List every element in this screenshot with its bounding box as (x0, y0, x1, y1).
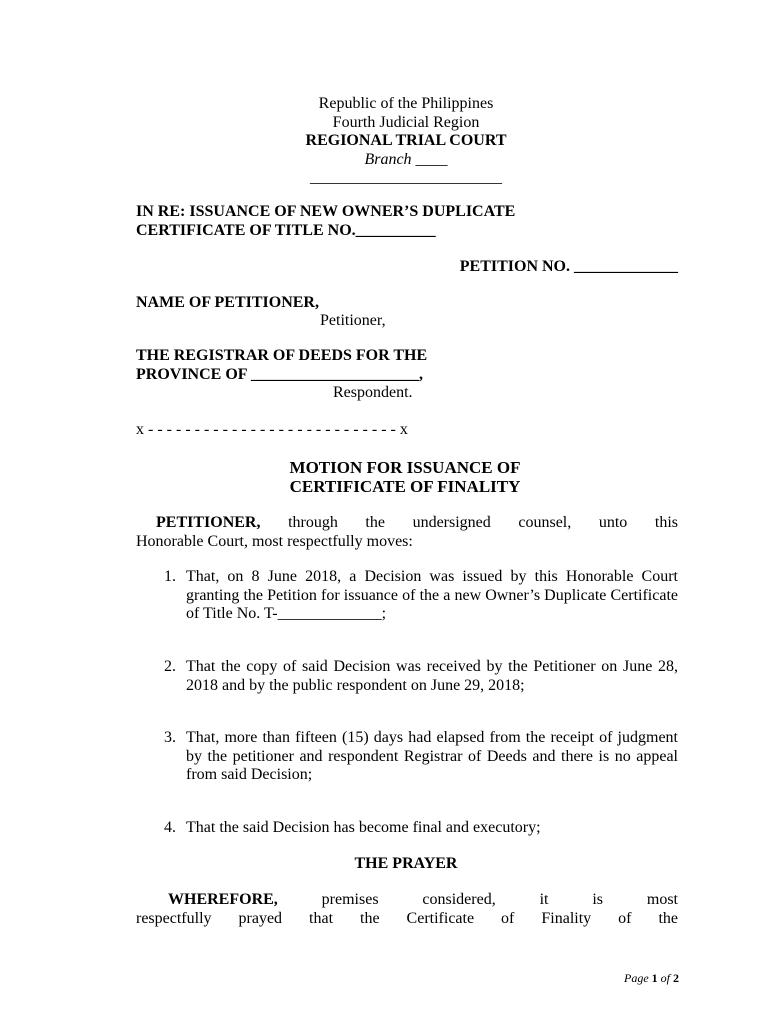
allegation-item-1 (164, 568, 678, 624)
allegation-item-2 (164, 658, 678, 695)
intro-line1 (136, 514, 678, 533)
prayer-paragraph (136, 891, 678, 928)
intro-bold-lead: PETITIONER, (156, 514, 261, 531)
item-number: 3. (164, 729, 176, 746)
prayer-bold-lead: WHEREFORE, (168, 891, 278, 908)
page-current: 1 (651, 971, 658, 985)
item-text: That, on 8 June 2018, a Decision was issued by this Honorable Court granting the Petition for issuance of the a new Owner’s Duplicate Certificate of Title No. T-_____________; (186, 568, 678, 622)
page-number-footer (624, 969, 679, 988)
case-title-line1: IN RE: ISSUANCE OF NEW OWNER’S DUPLICATE (136, 203, 516, 220)
header-court: REGIONAL TRIAL COURT (305, 132, 507, 149)
intro-text-1: through the undersigned counsel, unto this (260, 514, 678, 531)
header-republic: Republic of the Philippines (318, 95, 494, 112)
respondent-line2: PROVINCE OF _____________________, (136, 365, 423, 383)
respondent-block (136, 347, 427, 384)
page-of-word: of (657, 971, 673, 985)
case-title-line2: CERTIFICATE OF TITLE NO.__________ (136, 221, 436, 239)
page-total: 2 (673, 971, 679, 985)
respondent-role: Respondent. (333, 384, 413, 401)
intro-paragraph (136, 514, 678, 551)
item-number: 2. (164, 658, 176, 675)
item-text: That the said Decision has become final and executory; (186, 819, 541, 836)
allegation-item-4 (164, 819, 678, 838)
petitioner-role: Petitioner, (320, 312, 386, 329)
item-number: 4. (164, 819, 176, 836)
petition-number: PETITION NO. _____________ (459, 258, 678, 275)
prayer-line2: respectfully prayed that the Certificate of Finality of the (136, 909, 678, 927)
header-rule: ________________________ (310, 169, 502, 186)
caption-separator: x - - - - - - - - - - - - - - - - - - - - - - - - - - - x (136, 421, 408, 438)
item-number: 1. (164, 568, 176, 585)
case-title (136, 203, 515, 240)
item-text: That the copy of said Decision was received by the Petitioner on June 28, 2018 and by the public respondent on June 29, 2018; (186, 658, 678, 694)
petitioner-name: NAME OF PETITIONER, (136, 294, 319, 311)
header-branch: Branch ____ (364, 150, 448, 168)
motion-title-line2: CERTIFICATE OF FINALITY (289, 477, 521, 496)
prayer-text-1: premises considered, it is most (277, 891, 678, 908)
allegation-item-3 (164, 729, 678, 785)
respondent-line1: THE REGISTRAR OF DEEDS FOR THE (136, 347, 428, 364)
motion-title (205, 458, 605, 496)
motion-title-line1: MOTION FOR ISSUANCE OF (289, 458, 521, 477)
prayer-line1 (136, 891, 678, 910)
header-region: Fourth Judicial Region (332, 113, 480, 131)
item-text: That, more than fifteen (15) days had elapsed from the receipt of judgment by the petitioner and respondent Registrar of Deeds and there is no appeal from said Decision; (186, 729, 678, 783)
page-word: Page (624, 971, 652, 985)
court-header (256, 95, 556, 188)
prayer-heading: THE PRAYER (354, 855, 458, 872)
intro-line2: Honorable Court, most respectfully moves: (136, 532, 413, 550)
